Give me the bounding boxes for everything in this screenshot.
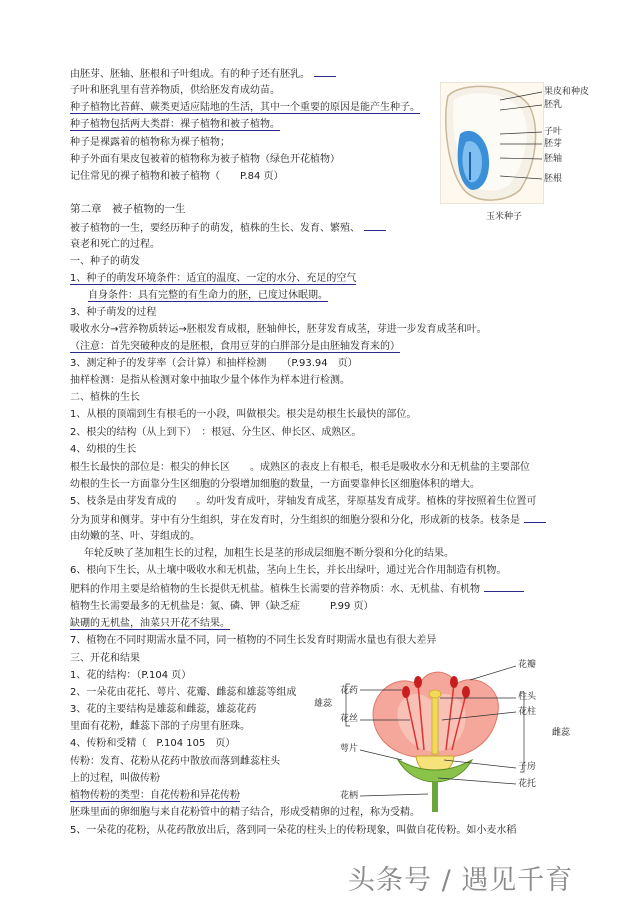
text-line: 被子植物的一生，要经历种子的萌发，植株的生长、发育、繁殖、 bbox=[70, 221, 386, 235]
seed-label-hypocotyl: 胚轴 bbox=[544, 154, 563, 164]
text-line: 上的过程，叫做传粉 bbox=[70, 773, 160, 784]
text-line: 胚珠里面的卵细胞与来自花粉管中的精子结合，形成受精卵的过程，称为受精。 bbox=[70, 807, 420, 818]
text-line: 幼根的生长一方面靠分生区细胞的分裂增加细胞的数量，一方面要靠伸长区细胞体积的增大。 bbox=[70, 479, 480, 490]
flower-label-pedicel: 花柄 bbox=[340, 791, 359, 801]
flower-label-style: 花柱 bbox=[518, 707, 537, 717]
text-line: 7、植物在不同时期需水量不同，同一植物的不同生长发育时期需水量也有很大差异 bbox=[70, 635, 437, 646]
text-line: 5、一朵花的花粉，从花药散放出后，落到同一朵花的柱头上的传粉现象，叫做自花传粉。如小麦水稻 bbox=[70, 825, 517, 836]
seed-label-pericarp: 果皮和种皮 bbox=[544, 87, 590, 97]
text-line: 分为顶芽和侧芽。芽中有分生组织，芽在发育时，分生组织的细胞分裂和分化，形成新的枝条。枝条是 bbox=[70, 513, 546, 527]
text-line: 衰老和死亡的过程。 bbox=[70, 239, 160, 250]
text-line: 种子是裸露着的植物称为裸子植物； bbox=[70, 137, 230, 148]
text-line: 肥料的作用主要是给植物的生长提供无机盐。植株生长需要的营养物质：水、无机盐、有机物 bbox=[70, 582, 524, 596]
text-line: 由幼嫩的茎、叶、芽组成的。 bbox=[70, 531, 200, 542]
text-line: 4、传粉和受精（ P.104 105 页） bbox=[70, 738, 236, 749]
text-line: 种子外面有果皮包被着的植物称为被子植物（绿色开花植物） bbox=[70, 154, 340, 165]
text-line: 植物传粉的类型：自花传粉和异花传粉 bbox=[70, 790, 240, 801]
text-line: 植物生长需要最多的无机盐是：氮、磷、钾（缺乏症 P.99 页） bbox=[70, 601, 374, 612]
seed-label-plumule: 胚芽 bbox=[544, 139, 563, 149]
watermark-text: 头条号 / 遇见千育 bbox=[348, 865, 574, 896]
flower-label-petal: 花瓣 bbox=[518, 660, 537, 670]
flower-label-ovary: 子房 bbox=[518, 762, 537, 772]
text-line: 种子植物包括两大类群：裸子植物和被子植物。 bbox=[70, 119, 280, 130]
text-line: （注意：首先突破种皮的是胚根，食用豆芽的白胖部分是由胚轴发育来的） bbox=[70, 341, 400, 352]
seed-label-cotyledon: 子叶 bbox=[544, 127, 563, 137]
flower-label-stamen: 雄蕊 bbox=[314, 699, 333, 709]
seed-caption: 玉米种子 bbox=[486, 212, 523, 222]
text-line: 4、幼根的生长 bbox=[70, 444, 137, 455]
text-line: 1、花的结构：（P.104 页） bbox=[70, 670, 192, 681]
flower-label-stigma: 柱头 bbox=[518, 692, 537, 702]
flower-label-sepal: 萼片 bbox=[340, 744, 359, 754]
flower-label-filament: 花丝 bbox=[340, 714, 359, 724]
text-line: 1、从根的顶端到生有根毛的一小段，叫做根尖。根尖是幼根生长最快的部位。 bbox=[70, 409, 417, 420]
flower-leader-lines bbox=[320, 660, 530, 810]
seed-label-radicle: 胚根 bbox=[544, 174, 563, 184]
text-line: 抽样检测：是指从检测对象中抽取少量个体作为样本进行检测。 bbox=[70, 375, 350, 386]
text-line: 吸收水分→营养物质转运→胚根发育成根，胚轴伸长，胚芽发育成茎，芽进一步发育成茎和叶。 bbox=[70, 324, 487, 335]
seed-label-endosperm: 胚乳 bbox=[544, 100, 563, 110]
flower-label-pistil: 雌蕊 bbox=[552, 728, 571, 738]
text-line: 1、种子的萌发环境条件：适宜的温度、一定的水分、充足的空气 bbox=[70, 273, 357, 284]
text-line: 根生长最快的部位是：根尖的伸长区 。成熟区的表皮上有根毛，根毛是吸收水分和无机盐的主要部位 bbox=[70, 462, 530, 473]
text-line: 由胚芽、胚轴、胚根和子叶组成。有的种子还有胚乳。 bbox=[70, 67, 336, 81]
text-line: 6、根向下生长，从土壤中吸收水和无机盐，茎向上生长，并长出绿叶，通过光合作用制造有机物。 bbox=[70, 565, 507, 576]
text-line: 3、种子萌发的过程 bbox=[70, 307, 157, 318]
text-line: 里面有花粉，雌蕊下部的子房里有胚珠。 bbox=[70, 721, 250, 732]
flower-label-receptacle: 花托 bbox=[518, 779, 537, 789]
section-title: 一、种子的萌发 bbox=[70, 256, 140, 267]
text-line: 3、花的主要结构是雄蕊和雌蕊，雄蕊花药 bbox=[70, 704, 257, 715]
chapter-title: 第二章 被子植物的一生 bbox=[70, 203, 186, 215]
text-line: 年轮反映了茎加粗生长的过程，加粗生长是茎的形成层细胞不断分裂和分化的结果。 bbox=[84, 548, 454, 559]
text-line: 子叶和胚乳里有营养物质，供给胚发育成幼苗。 bbox=[70, 85, 280, 96]
text-line: 传粉：发育、花粉从花药中散放而落到雌蕊柱头 bbox=[70, 756, 280, 767]
text-line: 5、枝条是由芽发育成的 。幼叶发育成叶，芽轴发育成茎，芽原基发育成芽。植株的芽按照着生位置可 bbox=[70, 496, 537, 507]
text-line: 3、测定种子的发芽率（会计算）和抽样检测 （P.93.94 页） bbox=[70, 358, 358, 369]
text-line: 2、一朵花由花托、萼片、花瓣、雌蕊和雄蕊等组成 bbox=[70, 687, 297, 698]
flower-label-anther: 花药 bbox=[340, 686, 359, 696]
section-title: 三、开花和结果 bbox=[70, 653, 140, 664]
text-line: 种子植物比苔藓、蕨类更适应陆地的生活，其中一个重要的原因是能产生种子。 bbox=[70, 102, 420, 113]
text-line: 2、根尖的结构（从上到下） ：根冠、分生区、伸长区、成熟区。 bbox=[70, 427, 362, 438]
text-line: 记住常见的裸子植物和被子植物（ P.84 页） bbox=[70, 171, 284, 182]
text-line: 缺硼的无机盐，油菜只开花不结果。 bbox=[70, 618, 230, 629]
text-line: 自身条件：具有完整的有生命力的胚，已度过休眠期。 bbox=[88, 290, 328, 301]
seed-leader-lines bbox=[500, 84, 544, 194]
section-title: 二、植株的生长 bbox=[70, 392, 140, 403]
